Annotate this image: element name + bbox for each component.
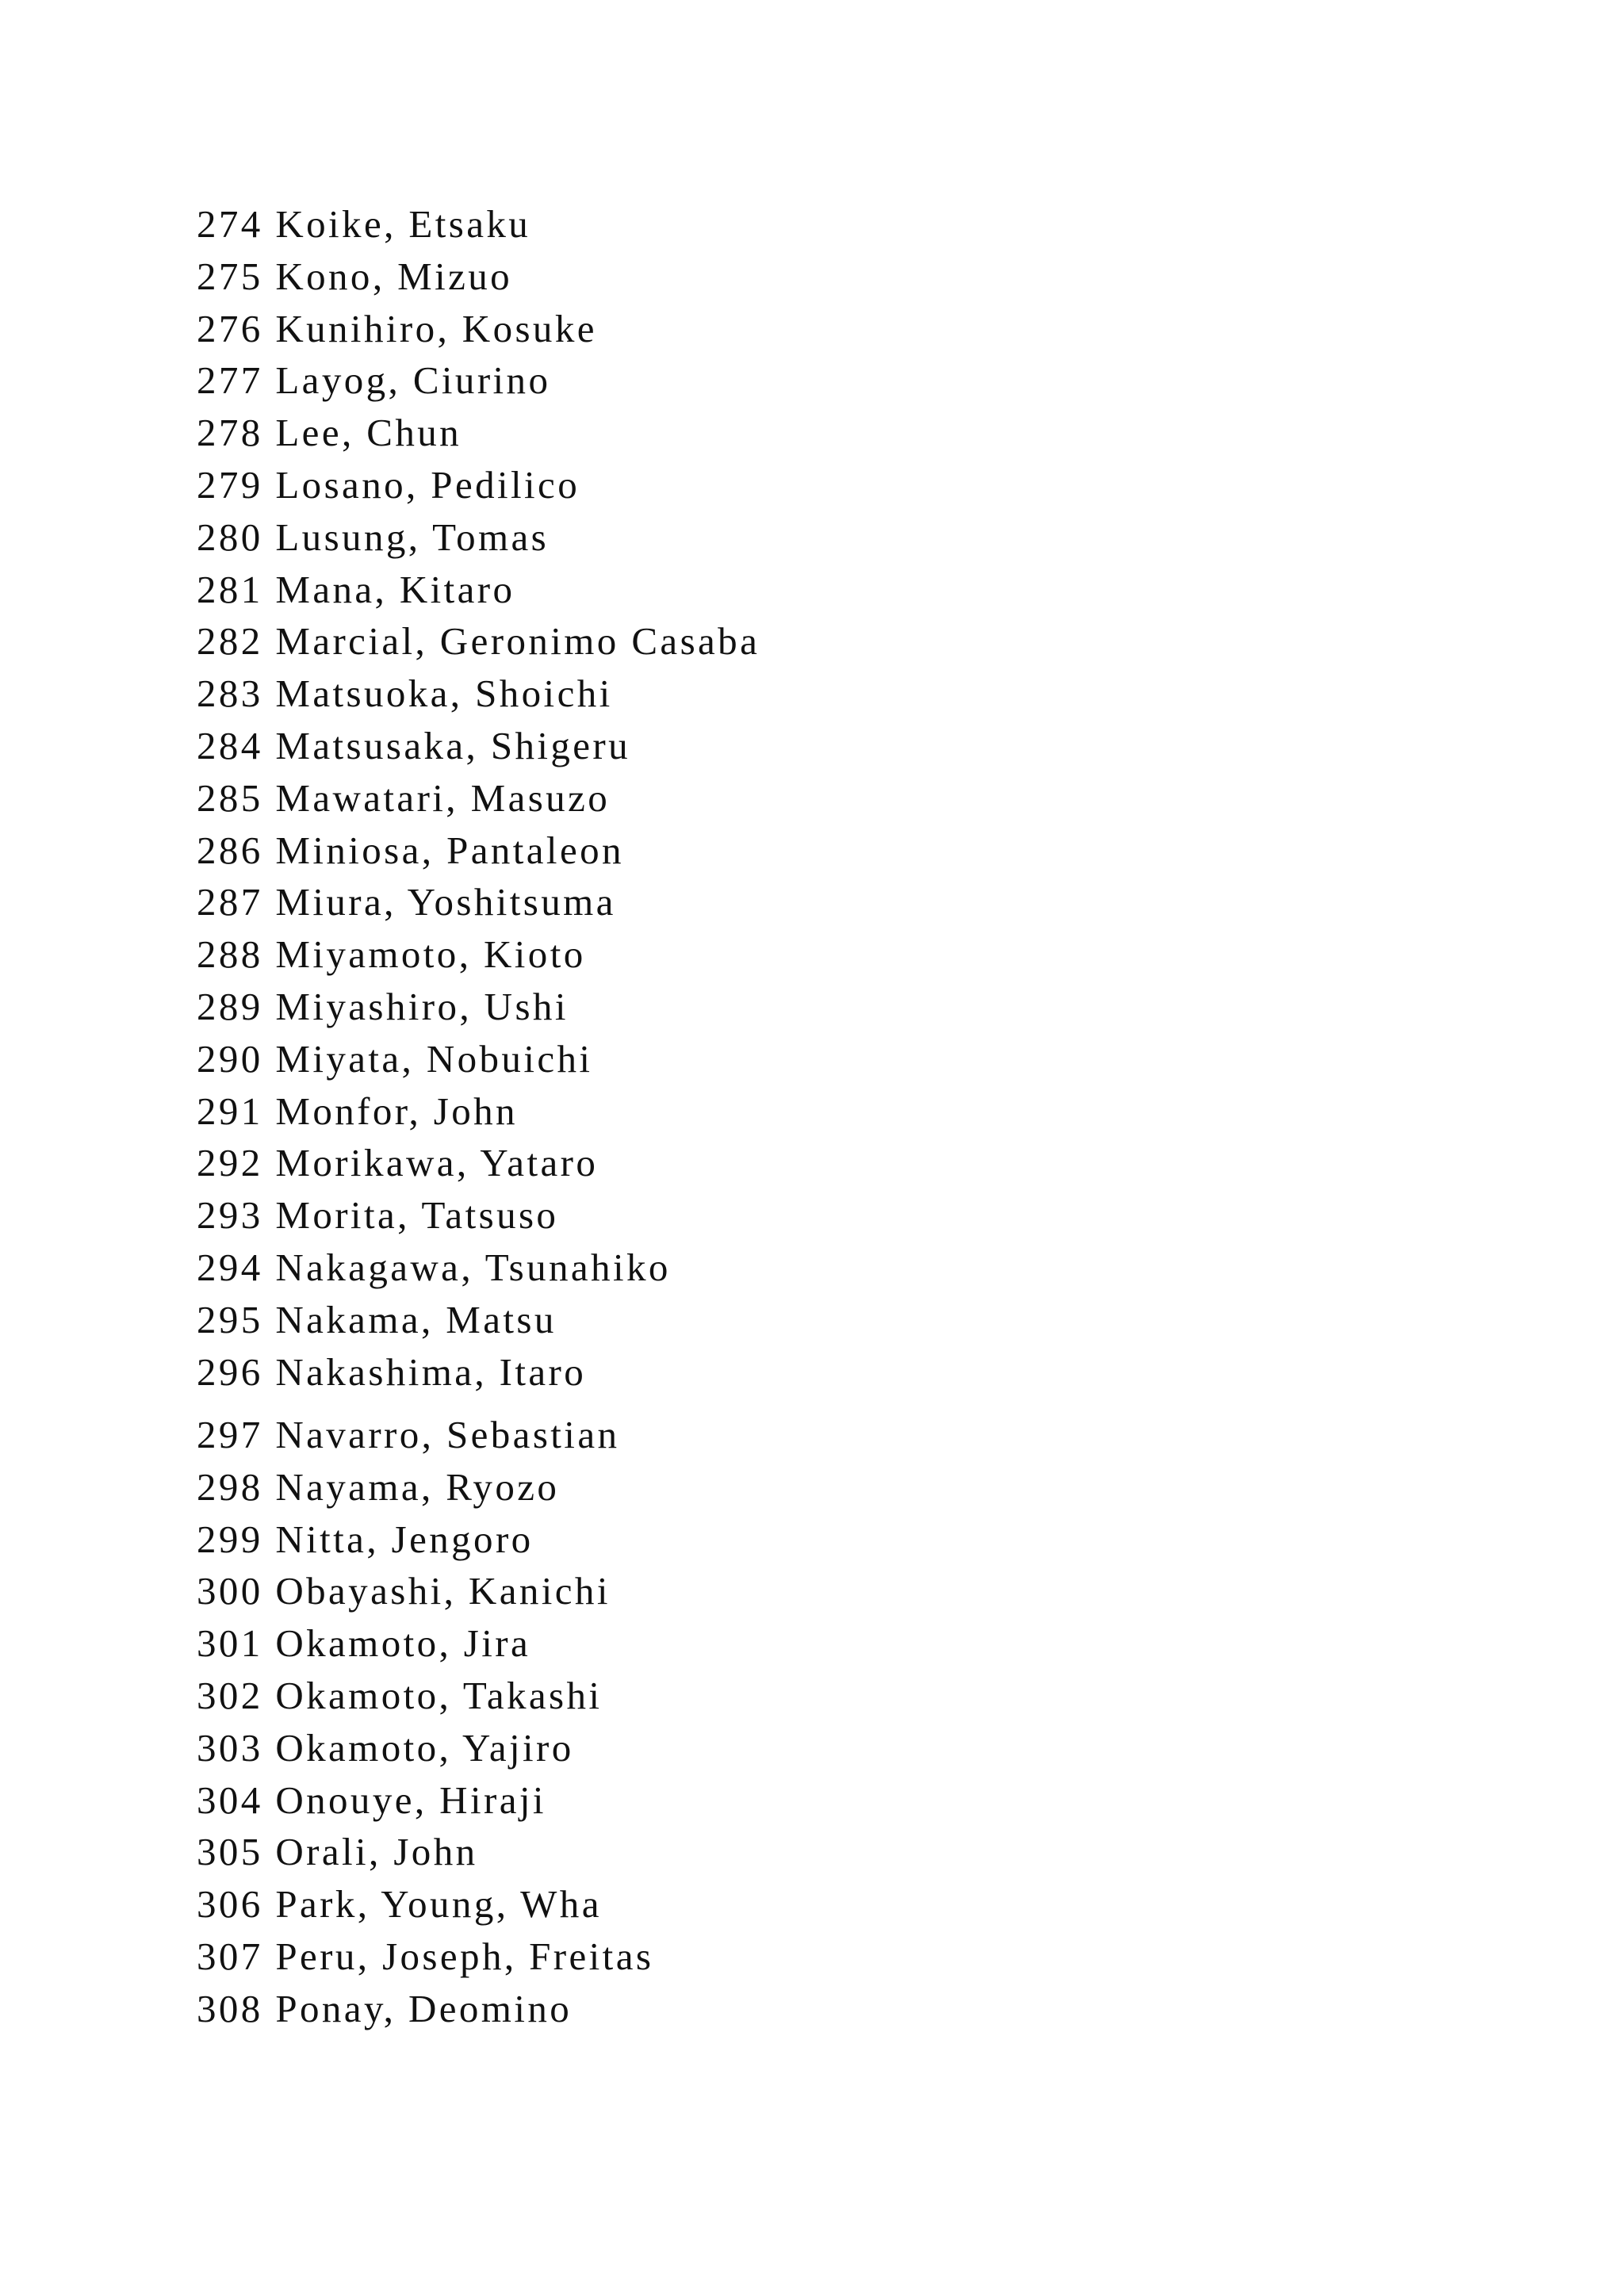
list-item: 296 Nakashima, Itaro — [197, 1349, 587, 1394]
list-item: 300 Obayashi, Kanichi — [197, 1569, 611, 1613]
list-item: 275 Kono, Mizuo — [197, 254, 513, 298]
list-item: 305 Orali, John — [197, 1830, 478, 1874]
list-item: 299 Nitta, Jengoro — [197, 1517, 534, 1561]
list-item: 303 Okamoto, Yajiro — [197, 1725, 574, 1770]
list-item: 286 Miniosa, Pantaleon — [197, 828, 624, 872]
list-item: 285 Mawatari, Masuzo — [197, 775, 611, 820]
list-item: 276 Kunihiro, Kosuke — [197, 306, 597, 350]
list-item: 304 Onouye, Hiraji — [197, 1777, 546, 1822]
list-item: 279 Losano, Pedilico — [197, 462, 580, 507]
list-item: 278 Lee, Chun — [197, 411, 462, 455]
name-list-section-2 — [197, 1409, 653, 2035]
list-item: 281 Mana, Kitaro — [197, 567, 515, 611]
list-item: 301 Okamoto, Jira — [197, 1621, 531, 1666]
list-item: 294 Nakagawa, Tsunahiko — [197, 1245, 671, 1289]
list-item: 282 Marcial, Geronimo Casaba — [197, 619, 760, 664]
list-item: 287 Miura, Yoshitsuma — [197, 880, 616, 924]
list-item: 298 Nayama, Ryozo — [197, 1464, 560, 1509]
list-item: 290 Miyata, Nobuichi — [197, 1036, 593, 1081]
list-item: 295 Nakama, Matsu — [197, 1297, 557, 1341]
list-item: 284 Matsusaka, Shigeru — [197, 723, 631, 767]
list-item: 288 Miyamoto, Kioto — [197, 932, 586, 977]
list-item: 306 Park, Young, Wha — [197, 1882, 602, 1927]
list-item: 302 Okamoto, Takashi — [197, 1673, 603, 1717]
list-item: 289 Miyashiro, Ushi — [197, 984, 569, 1028]
list-item: 308 Ponay, Deomino — [197, 1986, 573, 2030]
name-list-section-1 — [197, 198, 760, 1398]
list-item: 280 Lusung, Tomas — [197, 515, 550, 559]
list-item: 292 Morikawa, Yataro — [197, 1141, 599, 1185]
list-item: 277 Layog, Ciurino — [197, 358, 551, 403]
list-item: 274 Koike, Etsaku — [197, 202, 531, 246]
list-item: 307 Peru, Joseph, Freitas — [197, 1934, 654, 1978]
list-item: 297 Navarro, Sebastian — [197, 1413, 620, 1456]
list-item: 291 Monfor, John — [197, 1089, 518, 1133]
list-item: 293 Morita, Tatsuso — [197, 1193, 559, 1238]
list-item: 283 Matsuoka, Shoichi — [197, 672, 613, 716]
